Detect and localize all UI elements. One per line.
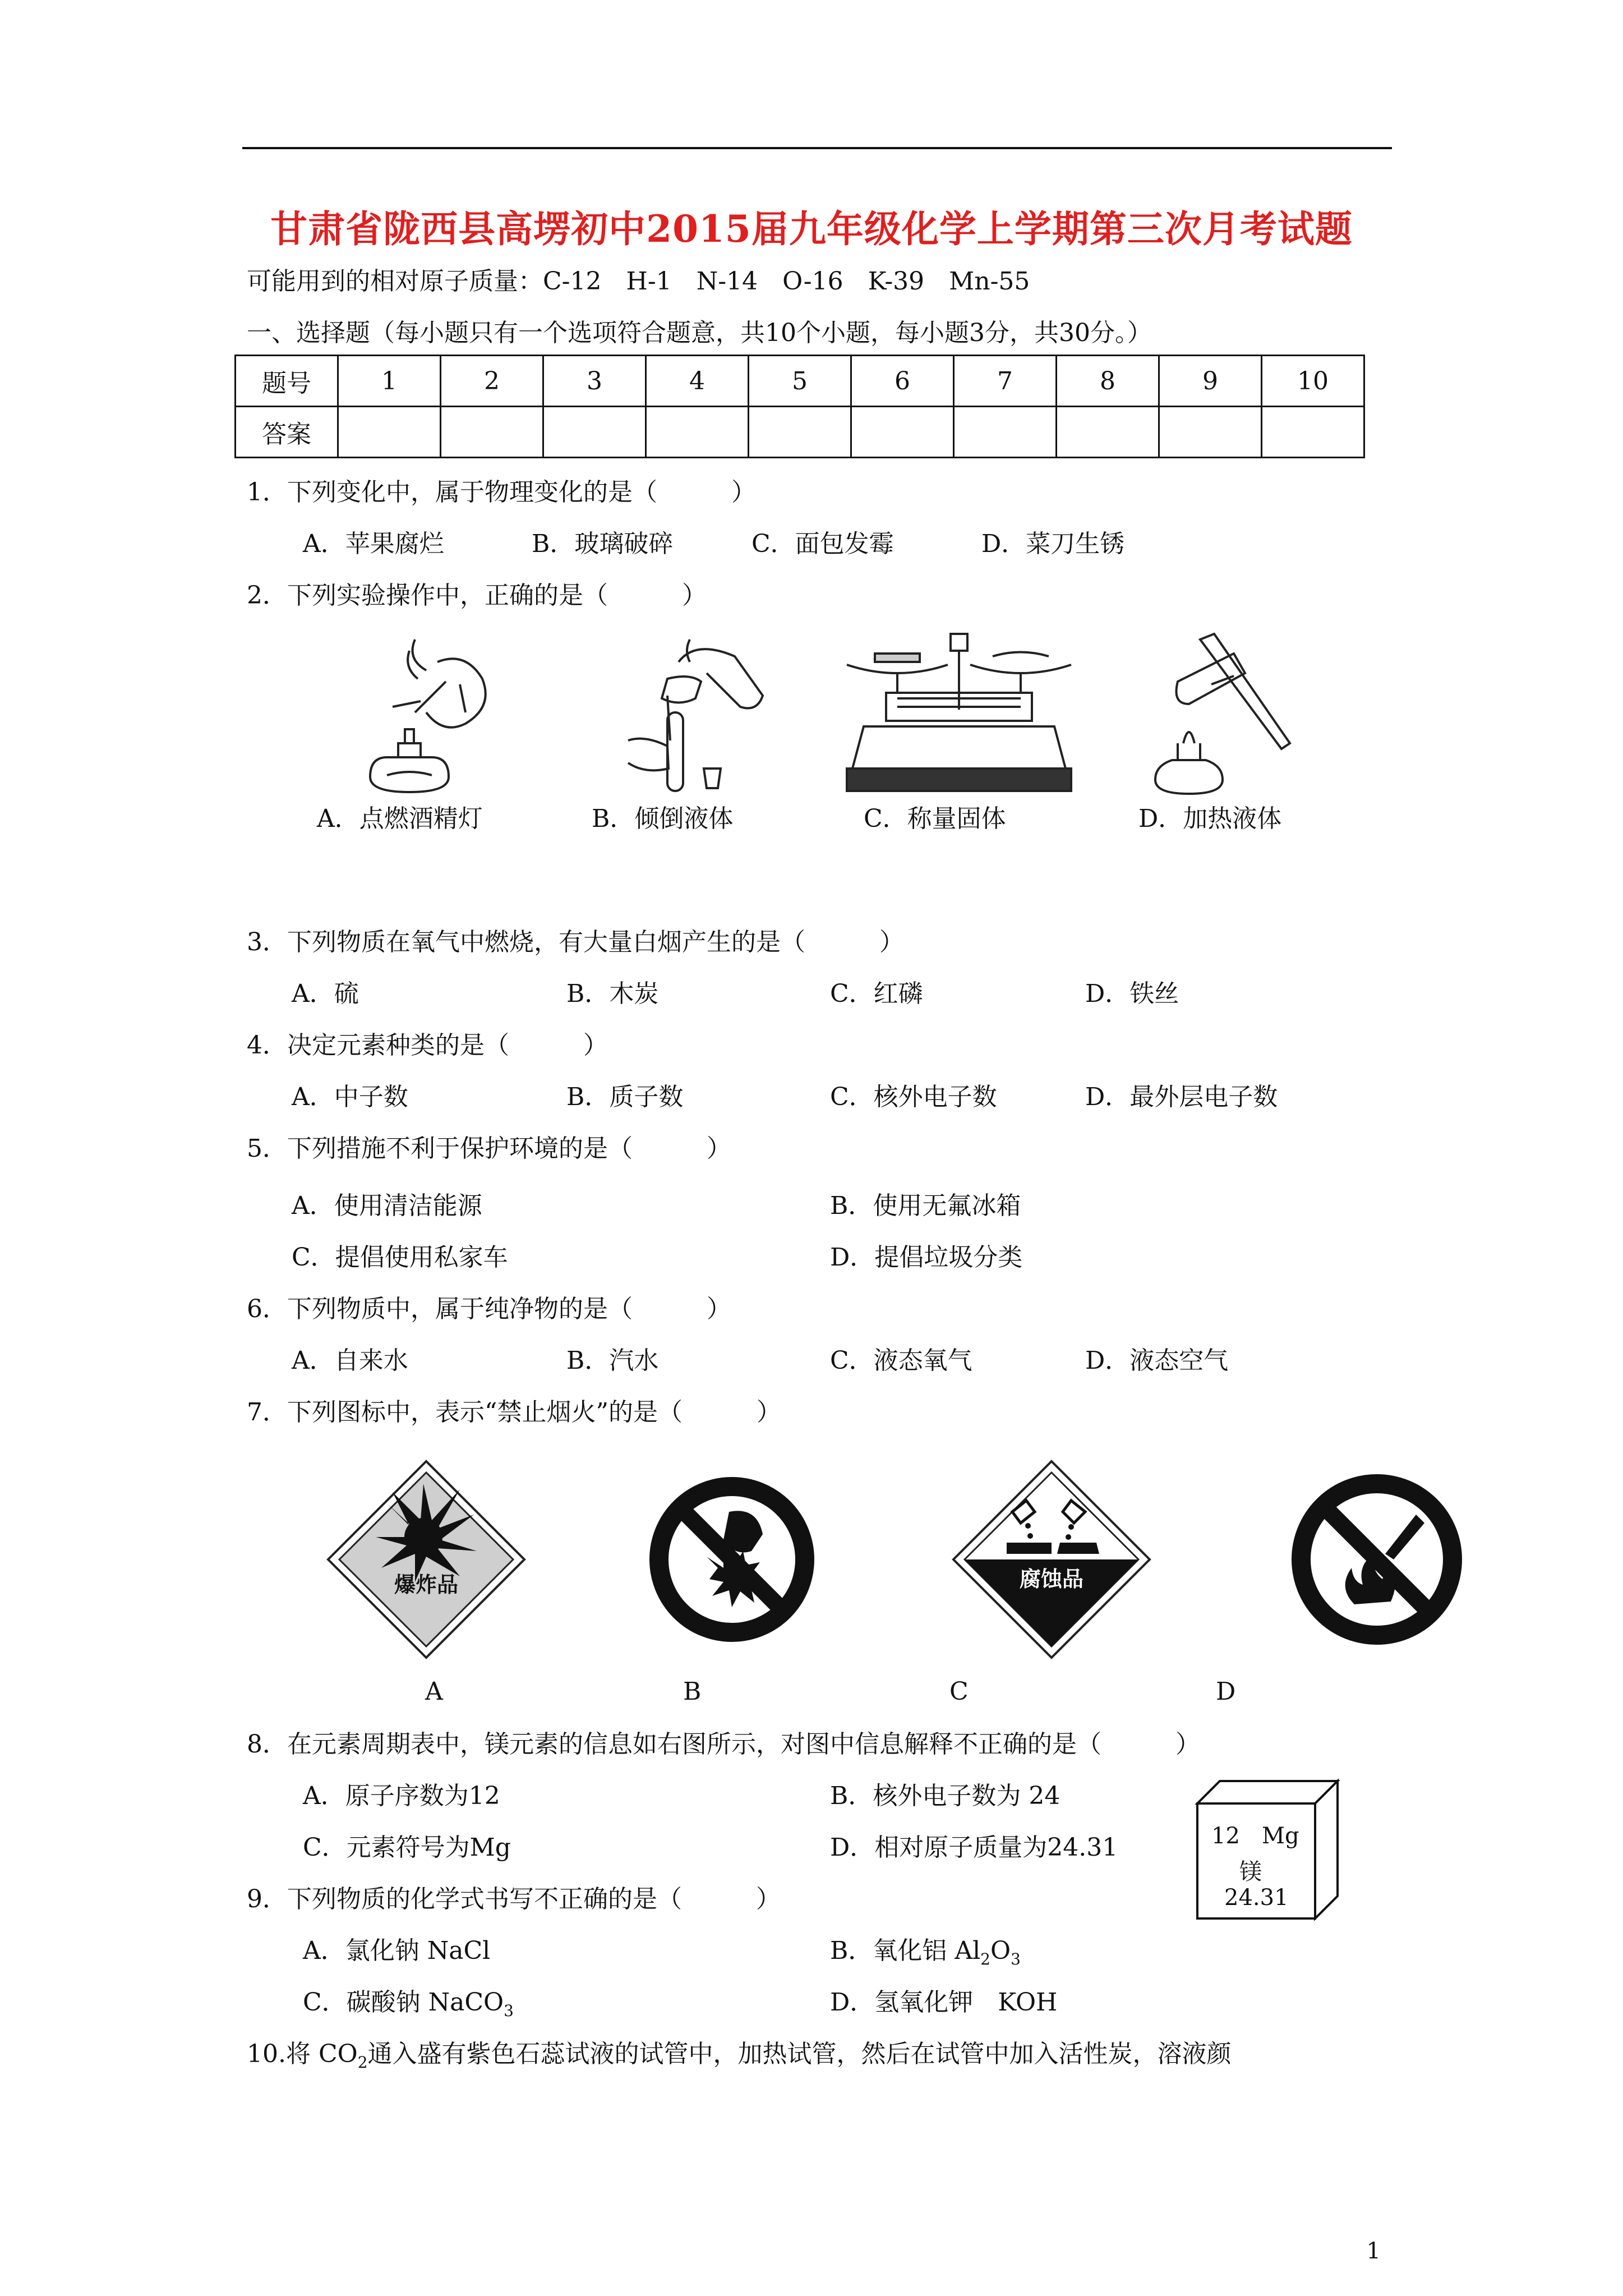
table-cell: 6 [851, 356, 954, 407]
question-10-stem: 10.将 $CO_2$通入盛有紫色石蕊试液的试管中，加热试管，然后在试管中加入活性炭，溶液颜 [247, 2040, 1232, 2072]
q6-option-a: A．自来水 [292, 1346, 408, 1375]
q9-option-c: C．碳酸钠 NaCO$_3$ [303, 1988, 514, 2020]
answer-cell[interactable] [1057, 407, 1159, 458]
q4-option-b: B．质子数 [566, 1083, 684, 1111]
answer-cell[interactable] [954, 407, 1057, 458]
question-1-stem: 1．下列变化中，属于物理变化的是（ ） [247, 478, 756, 507]
answer-cell[interactable] [441, 407, 543, 458]
question-4-stem: 4．决定元素种类的是（ ） [247, 1031, 608, 1060]
q7-label-c: C [949, 1677, 969, 1706]
q9-option-b: B．氧化铝 $Al_2O_3$ [830, 1936, 1021, 1968]
table-cell: 题号 [236, 356, 338, 407]
mg-atomic-number: 12 [1211, 1823, 1240, 1849]
q2-option-a: A．点燃酒精灯 [317, 804, 483, 833]
q4-option-d: D．最外层电子数 [1085, 1083, 1278, 1111]
q2-option-b: B．倾倒液体 [592, 804, 734, 833]
mg-name: 镁 [1239, 1859, 1262, 1885]
mg-symbol: Mg [1262, 1823, 1299, 1849]
q5-option-c: C．提倡使用私家车 [292, 1243, 508, 1272]
q6-option-d: D．液态空气 [1085, 1346, 1229, 1375]
q1-option-b: B．玻璃破碎 [532, 530, 674, 558]
q1-option-a: A．苹果腐烂 [303, 530, 444, 558]
question-6-stem: 6．下列物质中，属于纯净物的是（ ） [247, 1295, 731, 1323]
explosive-hazard-icon [325, 1458, 527, 1660]
question-2-stem: 2．下列实验操作中，正确的是（ ） [247, 581, 707, 610]
answer-cell[interactable] [749, 407, 851, 458]
q9-option-d: D．氢氧化钾 KOH [830, 1988, 1058, 2017]
balance-scale-icon [841, 631, 1077, 794]
mg-atomic-mass: 24.31 [1224, 1885, 1289, 1911]
q3-option-b: B．木炭 [566, 979, 659, 1008]
table-cell: 2 [441, 356, 543, 407]
q4-option-c: C．核外电子数 [830, 1083, 997, 1111]
q9-option-a: A．氯化钠 NaCl [303, 1936, 491, 1965]
table-cell: 5 [749, 356, 851, 407]
answer-cell[interactable] [338, 407, 441, 458]
exam-title: 甘肃省陇西县高塄初中2015届九年级化学上学期第三次月考试题 [270, 207, 1353, 251]
q5-option-b: B．使用无氟冰箱 [830, 1191, 1021, 1220]
no-fire-sign-icon [1287, 1470, 1467, 1649]
sign-a-label: 爆炸品 [394, 1572, 459, 1597]
table-cell: 7 [954, 356, 1057, 407]
q7-label-d: D [1216, 1677, 1236, 1706]
section-heading: 一、选择题（每小题只有一个选项符合题意，共10个小题，每小题3分，共30分。） [247, 319, 1152, 347]
q5-option-a: A．使用清洁能源 [292, 1191, 482, 1220]
q1-option-d: D．菜刀生锈 [981, 530, 1125, 558]
q6-option-b: B．汽水 [566, 1346, 659, 1375]
table-cell: 3 [543, 356, 646, 407]
alcohol-lamp-lighting-icon [353, 628, 505, 797]
q5-option-d: D．提倡垃圾分类 [830, 1243, 1023, 1272]
q8-option-b: B．核外电子数为 24 [830, 1782, 1061, 1810]
question-9-stem: 9．下列物质的化学式书写不正确的是（ ） [247, 1885, 781, 1913]
no-smashing-sign-icon [645, 1473, 819, 1646]
answer-table-answer-row [236, 407, 1364, 458]
q8-option-a: A．原子序数为12 [303, 1782, 500, 1810]
q8-option-d: D．相对原子质量为24.31 [830, 1833, 1118, 1862]
table-cell: 8 [1057, 356, 1159, 407]
heating-liquid-icon [1133, 631, 1301, 799]
table-cell: 10 [1262, 356, 1364, 407]
corrosive-hazard-icon [951, 1458, 1152, 1660]
q3-option-d: D．铁丝 [1085, 979, 1179, 1008]
q3-option-a: A．硫 [292, 979, 359, 1008]
table-cell: 9 [1159, 356, 1262, 407]
answer-table [234, 355, 1365, 458]
answer-cell[interactable] [646, 407, 749, 458]
pouring-liquid-icon [606, 628, 774, 802]
table-cell: 1 [338, 356, 441, 407]
answer-table-header-row [236, 356, 1364, 407]
q4-option-a: A．中子数 [292, 1083, 408, 1111]
header-rule [242, 147, 1392, 149]
table-cell: 答案 [236, 407, 338, 458]
table-cell: 4 [646, 356, 749, 407]
q7-label-a: A [425, 1677, 443, 1706]
question-7-stem: 7．下列图标中，表示“禁止烟火”的是（ ） [247, 1398, 781, 1427]
q2-option-d: D．加热液体 [1138, 804, 1282, 833]
answer-cell[interactable] [543, 407, 646, 458]
q8-option-c: C．元素符号为Mg [303, 1833, 511, 1862]
sign-c-label: 腐蚀品 [1019, 1567, 1084, 1591]
answer-cell[interactable] [851, 407, 954, 458]
q3-option-c: C．红磷 [830, 979, 923, 1008]
q1-option-c: C．面包发霉 [751, 530, 894, 558]
page-number: 1 [1366, 2238, 1381, 2264]
q2-option-c: C．称量固体 [864, 804, 1006, 833]
atomic-masses-line: 可能用到的相对原子质量：C-12 H-1 N-14 O-16 K-39 Mn-55 [247, 267, 1030, 296]
question-3-stem: 3．下列物质在氧气中燃烧，有大量白烟产生的是（ ） [247, 928, 904, 956]
answer-cell[interactable] [1159, 407, 1262, 458]
q7-label-b: B [683, 1677, 702, 1706]
question-5-stem: 5．下列措施不利于保护环境的是（ ） [247, 1134, 731, 1163]
answer-cell[interactable] [1262, 407, 1364, 458]
q6-option-c: C．液态氧气 [830, 1346, 972, 1375]
question-8-stem: 8．在元素周期表中，镁元素的信息如右图所示，对图中信息解释不正确的是（ ） [247, 1730, 1200, 1759]
